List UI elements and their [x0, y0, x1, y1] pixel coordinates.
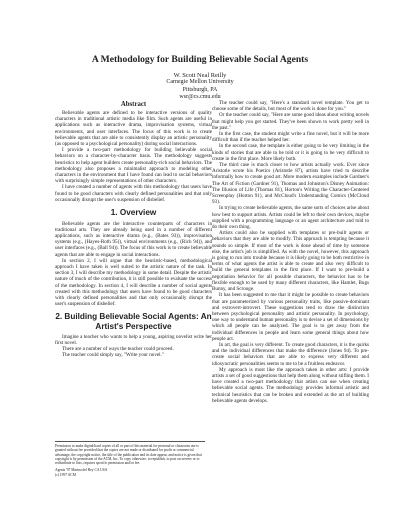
body-paragraph: The teacher could say, "Here's a standard novel template. You get to choose some of the details, but most of the work is done for you." — [212, 100, 369, 113]
right-column — [212, 100, 369, 500]
author-email: wsr@cs.cmu.edu — [179, 93, 221, 100]
abstract-paragraph: Believable agents are defined to be interactive versions of quality characters in traditional artistic media like film. Such agents are useful in applications such as interactive drama, improvisation systems, virtual environments, and user interfaces. The focus of this work is to create believable agents that are able to consistently display an artistic personality (as opposed to a psychological personality) during social interactions. — [55, 110, 212, 148]
section-heading-overview: 1. Overview — [110, 208, 157, 218]
body-paragraph: In art, the goal is very different. To create good characters, it is the quirks and the individual differences that make the difference (Jones 94). To pre-create social behaviors that are able to express very different and idiosyncratic personalities seems to me to be a fruitless endeavor. — [212, 341, 369, 367]
copyright-line: (c) 1997 ACM — [55, 472, 76, 477]
left-column — [55, 100, 212, 500]
author-affiliation: Carnegie Mellon University — [166, 79, 234, 86]
body-paragraph: In section 2, I will argue that the heuristic-based, methodological approach I have taken is well suited to the artistic nature of the task. In section 3, I will describe my methodology in some detail. Despite the artistic nature of much of the contribution, it is still possible to evaluate the success of the methodology. In section 4, I will describe a number of social agents created with this methodology that users have found to be good characters with clearly defined personalities and that only occasionally disrupt the user's suspension of disbelief. — [55, 257, 212, 308]
body-paragraph: Believable agents are the interactive counterparts of characters in traditional arts. They are already being used in a number of different applications, such as interactive drama (e.g., (Bates 93)), improvisation systems (e.g., (Hayes-Roth 95)), virtual environments (e.g., (Rich 94)), and user interfaces (e.g., (Ball 94)). The focus of this work is to create believable agents that are able to engage in social interactions. — [55, 220, 212, 258]
author-name: W. Scott Neal Reilly — [173, 72, 227, 79]
body-paragraph: My approach is most like the approach taken in other arts: I provide artists a set of good suggestions that help them along without stifling them. I have created a two-part methodology that artists can use when creating believable social agents. The methodology provides informal artistic and technical heuristics that can be broken and extended as the art of building believable agents develops. — [212, 366, 369, 404]
body-paragraph: The teacher could simply say, "Write your novel." — [62, 352, 164, 359]
copyright-footnote — [55, 441, 205, 477]
abstract-heading: Abstract — [120, 101, 147, 108]
abstract-paragraph: I have created a number of agents with this methodology that users have found to be good characters with clearly defined personalities and that only occasionally disrupt the user's suspension of disbelief. — [55, 184, 212, 203]
section-heading-artists-perspective: 2. Building Believable Social Agents: An Artist's Perspective — [55, 312, 212, 331]
paper-title: A Methodology for Building Believable Social Agents — [91, 54, 309, 65]
permission-notice: Permission to make digital/hard copies of all or part of this material for personal or classroom use is granted without fee provided that the copies are not made or distributed for profit or commercial advantage, the copyright notice, the title of the publication and its date appear, and notice is given that copyright is by permission of the ACM, Inc. To copy otherwise, to republish, to post on servers or to redistribute to lists, requires specific permission and/or fee. — [55, 444, 202, 466]
body-paragraph: Imagine a teacher who wants to help a young, aspiring novelist write her first novel. — [55, 333, 212, 346]
abstract-paragraph: I provide a two-part methodology for building believable social behaviors on a character-by-character basis. The methodology suggests heuristics to help agent builders create personality-rich social behaviors. The methodology also proposes a minimalist approach to modeling other characters in the environment that I have found can lead to social behaviors with surprisingly simple representations of other characters. — [55, 147, 212, 185]
body-paragraph: Artists could also be supplied with templates or pre-built agents or behaviors that they are able to modify. This approach is tempting because it sounds so simple. If most of the work is done ahead of time by someone else, the artist's job is simplified. As with the novel, however, this approach is going to run into trouble because it is likely going to be both restrictive in terms of what agents the artist is able to create and also very difficult to build the general templates in the first place. If I want to pre-build a negotiation behavior for all possible characters, the behavior has to be flexible enough to be used by many different characters, like Hamlet, Bugs Bunny, and Scrooge. — [212, 230, 369, 293]
body-paragraph: In trying to create believable agents, the same sorts of choices arise about how best to support artists. Artists could be left to their own devices, maybe supplied with a programming language or an agent architecture and told to do their own thing. — [212, 205, 369, 231]
body-paragraph: It has been suggested to me that it might be possible to create behaviors that are parameterized by various personality traits, like passive-dominant and extrovert-introvert. These suggestions tend to draw the distinction between psychological personality and artistic personality. In psychology, one way to understand human personality is to devise a set of dimensions by which all people can be analyzed. The goal is to get away from the individual differences in people and learn some general things about how people act. — [212, 292, 369, 342]
body-paragraph: In the second case, the template is either going to be very limiting in the kinds of stories that are able to be told or it is going to be very difficult to create in the first place. More likely both. — [212, 143, 369, 162]
body-paragraph: The third case is much closer to how artists actually work. Ever since Aristotle wrote his Poetics (Aristotle 87), artists have tried to describe informally how to create good art. More modern examples include Gardner's The Art of Fiction (Gardner 91), Thomas and Johnston's Disney Animation: The Illusion of Life (Thomas 81), Horton's Writing the Character-Centered Screenplay (Horton 91), and McCloud's Understanding Comics (McCloud 93). — [212, 162, 369, 206]
author-block — [0, 72, 400, 101]
author-city: Pittsburgh, PA — [182, 86, 218, 93]
body-paragraph: Or the teacher could say, "Here are some good ideas about writing novels that might help you get started. They've been shown to work pretty well in the past." — [212, 112, 369, 131]
conference-line: Agents '97 Marina del Rey CA USA — [55, 468, 108, 473]
body-paragraph: In the first case, the student might write a fine novel, but it will be more difficult than if the teacher helped her. — [212, 131, 369, 144]
body-paragraph: There are a number of ways the teacher could proceed. — [62, 346, 174, 353]
